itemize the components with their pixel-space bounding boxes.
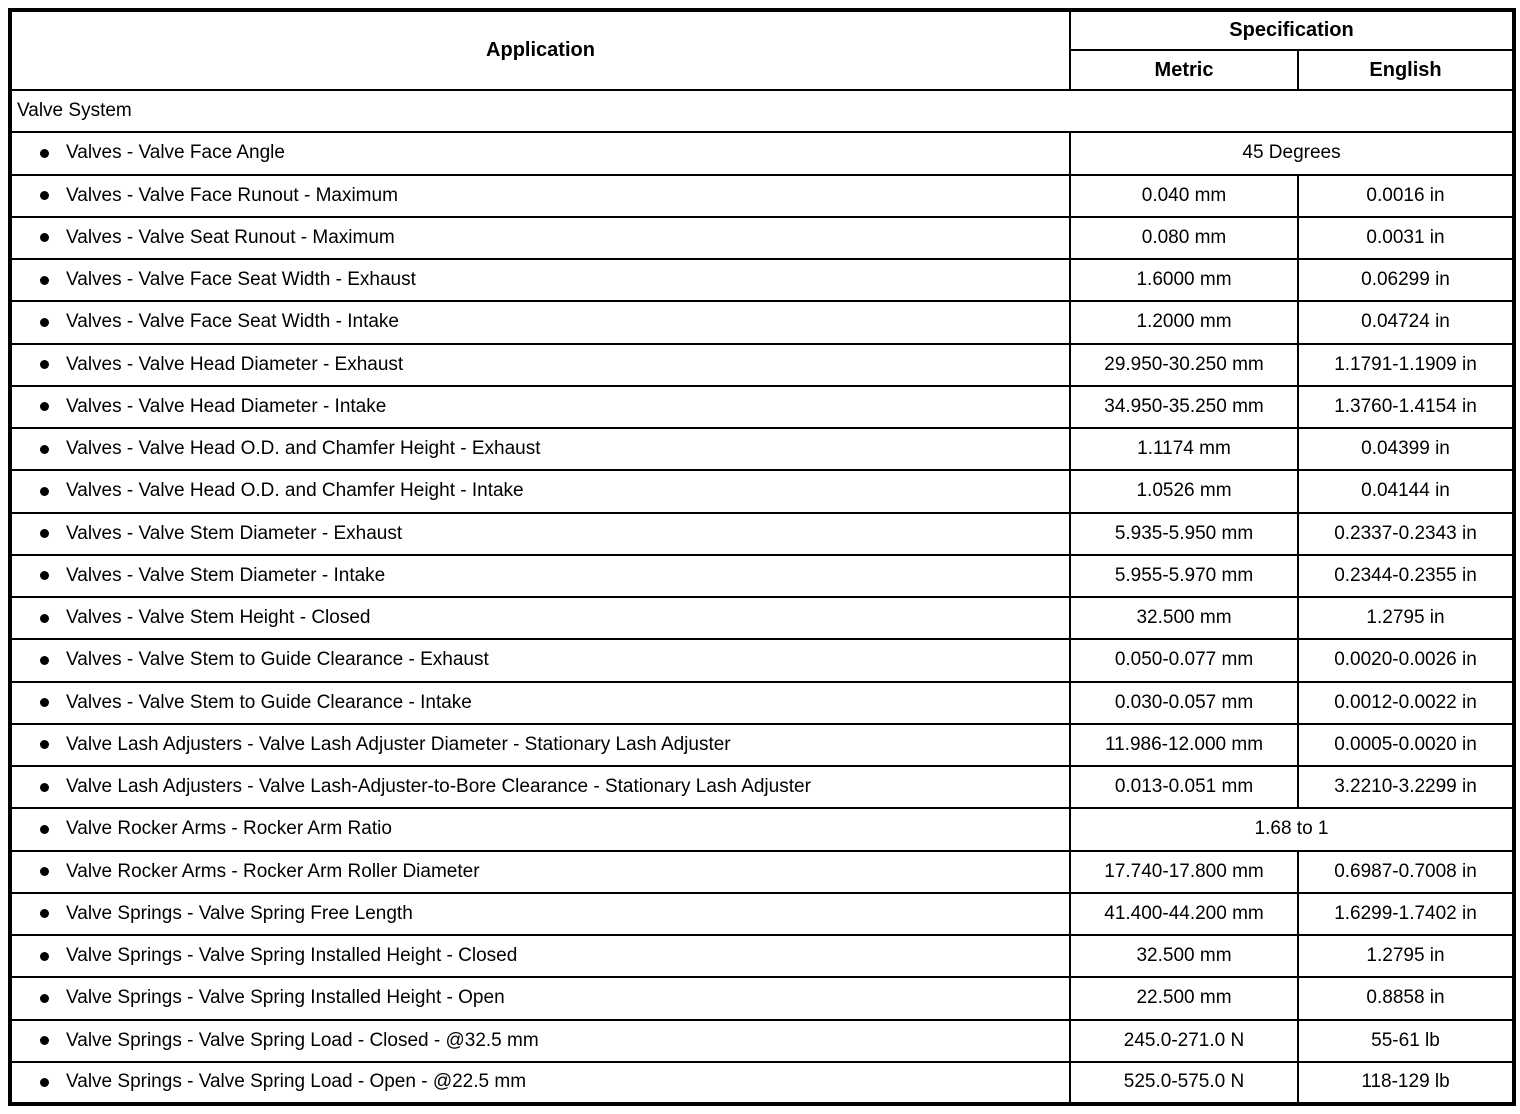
application-cell — [10, 301, 1070, 343]
table-row — [10, 470, 1514, 512]
application-cell-content — [12, 776, 1069, 798]
application-label: Valves - Valve Head O.D. and Chamfer Height - Exhaust — [66, 438, 541, 460]
table-row — [10, 935, 1514, 977]
metric-value: 5.955-5.970 mm — [1070, 555, 1298, 597]
application-label: Valve Rocker Arms - Rocker Arm Ratio — [66, 818, 392, 840]
application-cell-content — [12, 523, 1069, 545]
table-row — [10, 1020, 1514, 1062]
english-value: 1.2795 in — [1298, 935, 1514, 977]
application-label: Valves - Valve Stem Height - Closed — [66, 607, 371, 629]
application-cell — [10, 597, 1070, 639]
table-row — [10, 513, 1514, 555]
english-value: 0.0020-0.0026 in — [1298, 639, 1514, 681]
table-row — [10, 766, 1514, 808]
metric-value: 11.986-12.000 mm — [1070, 724, 1298, 766]
application-cell-content — [12, 565, 1069, 587]
application-cell — [10, 132, 1070, 174]
table-row — [10, 217, 1514, 259]
application-cell-content — [12, 987, 1069, 1009]
metric-column-header: Metric — [1070, 50, 1298, 90]
bullet-icon — [40, 867, 49, 876]
application-label: Valves - Valve Head Diameter - Exhaust — [66, 353, 404, 375]
application-cell — [10, 1062, 1070, 1104]
application-label: Valve Springs - Valve Spring Installed Height - Open — [66, 987, 505, 1009]
application-cell — [10, 682, 1070, 724]
application-cell-content — [12, 185, 1069, 207]
table-row — [10, 428, 1514, 470]
metric-value: 245.0-271.0 N — [1070, 1020, 1298, 1062]
bullet-icon — [40, 571, 49, 580]
metric-value: 34.950-35.250 mm — [1070, 386, 1298, 428]
english-value: 0.04724 in — [1298, 301, 1514, 343]
section-title: Valve System — [10, 90, 1514, 132]
application-cell — [10, 893, 1070, 935]
application-cell — [10, 555, 1070, 597]
bullet-icon — [40, 614, 49, 623]
application-cell-content — [12, 607, 1069, 629]
application-label: Valves - Valve Face Angle — [66, 142, 285, 164]
application-cell — [10, 766, 1070, 808]
application-label: Valve Lash Adjusters - Valve Lash Adjuster Diameter - Stationary Lash Adjuster — [66, 733, 731, 755]
bullet-icon — [40, 783, 49, 792]
bullet-icon — [40, 909, 49, 918]
english-value: 3.2210-3.2299 in — [1298, 766, 1514, 808]
spec-table-body — [10, 90, 1514, 1104]
english-value: 1.6299-1.7402 in — [1298, 893, 1514, 935]
section-row — [10, 90, 1514, 132]
application-cell — [10, 639, 1070, 681]
english-value: 0.06299 in — [1298, 259, 1514, 301]
application-cell-content — [12, 354, 1069, 376]
metric-value: 5.935-5.950 mm — [1070, 513, 1298, 555]
metric-value: 0.040 mm — [1070, 175, 1298, 217]
table-row — [10, 132, 1514, 174]
application-cell — [10, 977, 1070, 1019]
application-cell-content — [12, 945, 1069, 967]
metric-value: 0.013-0.051 mm — [1070, 766, 1298, 808]
table-row — [10, 344, 1514, 386]
english-value: 0.04144 in — [1298, 470, 1514, 512]
table-row — [10, 386, 1514, 428]
application-cell — [10, 1020, 1070, 1062]
application-label: Valves - Valve Stem Diameter - Exhaust — [66, 522, 403, 544]
metric-value: 1.2000 mm — [1070, 301, 1298, 343]
application-cell-content — [12, 861, 1069, 883]
table-row — [10, 893, 1514, 935]
english-value: 55-61 lb — [1298, 1020, 1514, 1062]
application-cell-content — [12, 396, 1069, 418]
table-row — [10, 301, 1514, 343]
application-label: Valve Springs - Valve Spring Load - Open - @22.5 mm — [66, 1071, 527, 1093]
application-cell — [10, 470, 1070, 512]
metric-value: 0.080 mm — [1070, 217, 1298, 259]
metric-value: 0.050-0.077 mm — [1070, 639, 1298, 681]
bullet-icon — [40, 191, 49, 200]
english-value: 1.3760-1.4154 in — [1298, 386, 1514, 428]
application-label: Valves - Valve Face Seat Width - Exhaust — [66, 269, 416, 291]
metric-value: 32.500 mm — [1070, 935, 1298, 977]
application-label: Valve Springs - Valve Spring Installed Height - Closed — [66, 945, 518, 967]
application-label: Valves - Valve Stem Diameter - Intake — [66, 564, 386, 586]
application-label: Valves - Valve Head Diameter - Intake — [66, 395, 387, 417]
metric-value: 1.6000 mm — [1070, 259, 1298, 301]
table-row — [10, 175, 1514, 217]
english-value: 1.1791-1.1909 in — [1298, 344, 1514, 386]
metric-value: 0.030-0.057 mm — [1070, 682, 1298, 724]
application-cell-content — [12, 269, 1069, 291]
application-label: Valves - Valve Face Runout - Maximum — [66, 184, 398, 206]
application-cell-content — [12, 649, 1069, 671]
english-value: 0.2337-0.2343 in — [1298, 513, 1514, 555]
application-label: Valve Lash Adjusters - Valve Lash-Adjuster-to-Bore Clearance - Stationary Lash Adjuster — [66, 776, 811, 798]
bullet-icon — [40, 276, 49, 285]
bullet-icon — [40, 994, 49, 1003]
application-cell-content — [12, 734, 1069, 756]
specification-column-header: Specification — [1070, 10, 1514, 50]
table-row — [10, 555, 1514, 597]
bullet-icon — [40, 402, 49, 411]
metric-value: 29.950-30.250 mm — [1070, 344, 1298, 386]
application-cell — [10, 724, 1070, 766]
application-cell-content — [12, 142, 1069, 164]
bullet-icon — [40, 233, 49, 242]
english-value: 0.8858 in — [1298, 977, 1514, 1019]
application-column-header: Application — [10, 10, 1070, 90]
bullet-icon — [40, 487, 49, 496]
bullet-icon — [40, 318, 49, 327]
english-value: 0.0005-0.0020 in — [1298, 724, 1514, 766]
specification-value-spanning: 1.68 to 1 — [1070, 808, 1514, 850]
table-row — [10, 724, 1514, 766]
application-cell — [10, 259, 1070, 301]
application-cell — [10, 851, 1070, 893]
bullet-icon — [40, 952, 49, 961]
bullet-icon — [40, 656, 49, 665]
application-label: Valve Springs - Valve Spring Free Length — [66, 902, 413, 924]
application-cell-content — [12, 903, 1069, 925]
english-value: 0.0016 in — [1298, 175, 1514, 217]
metric-value: 41.400-44.200 mm — [1070, 893, 1298, 935]
application-cell-content — [12, 480, 1069, 502]
table-header — [10, 10, 1514, 90]
application-cell-content — [12, 227, 1069, 249]
english-column-header: English — [1298, 50, 1514, 90]
application-label: Valve Rocker Arms - Rocker Arm Roller Diameter — [66, 860, 480, 882]
application-cell — [10, 935, 1070, 977]
application-label: Valves - Valve Head O.D. and Chamfer Height - Intake — [66, 480, 524, 502]
table-row — [10, 682, 1514, 724]
application-cell — [10, 428, 1070, 470]
bullet-icon — [40, 149, 49, 158]
bullet-icon — [40, 360, 49, 369]
metric-value: 1.1174 mm — [1070, 428, 1298, 470]
application-cell-content — [12, 1030, 1069, 1052]
application-cell — [10, 386, 1070, 428]
table-row — [10, 639, 1514, 681]
bullet-icon — [40, 698, 49, 707]
application-label: Valves - Valve Stem to Guide Clearance - Intake — [66, 691, 472, 713]
application-cell-content — [12, 818, 1069, 840]
bullet-icon — [40, 1036, 49, 1045]
application-cell-content — [12, 311, 1069, 333]
english-value: 118-129 lb — [1298, 1062, 1514, 1104]
bullet-icon — [40, 825, 49, 834]
metric-value: 32.500 mm — [1070, 597, 1298, 639]
table-row — [10, 851, 1514, 893]
application-cell — [10, 175, 1070, 217]
application-label: Valves - Valve Face Seat Width - Intake — [66, 311, 399, 333]
specification-value-spanning: 45 Degrees — [1070, 132, 1514, 174]
table-row — [10, 597, 1514, 639]
table-row — [10, 259, 1514, 301]
table-row — [10, 977, 1514, 1019]
application-label: Valve Springs - Valve Spring Load - Closed - @32.5 mm — [66, 1029, 539, 1051]
table-row — [10, 1062, 1514, 1104]
application-cell — [10, 217, 1070, 259]
application-cell — [10, 513, 1070, 555]
header-row-top — [10, 10, 1514, 50]
metric-value: 22.500 mm — [1070, 977, 1298, 1019]
application-cell-content — [12, 1071, 1069, 1093]
english-value: 0.0012-0.0022 in — [1298, 682, 1514, 724]
english-value: 1.2795 in — [1298, 597, 1514, 639]
application-cell-content — [12, 692, 1069, 714]
valve-specifications-table — [8, 8, 1516, 1106]
bullet-icon — [40, 445, 49, 454]
bullet-icon — [40, 1078, 49, 1087]
english-value: 0.6987-0.7008 in — [1298, 851, 1514, 893]
metric-value: 17.740-17.800 mm — [1070, 851, 1298, 893]
application-label: Valves - Valve Seat Runout - Maximum — [66, 226, 395, 248]
bullet-icon — [40, 529, 49, 538]
metric-value: 1.0526 mm — [1070, 470, 1298, 512]
application-cell — [10, 808, 1070, 850]
application-cell-content — [12, 438, 1069, 460]
english-value: 0.0031 in — [1298, 217, 1514, 259]
application-label: Valves - Valve Stem to Guide Clearance - Exhaust — [66, 649, 489, 671]
english-value: 0.2344-0.2355 in — [1298, 555, 1514, 597]
application-cell — [10, 344, 1070, 386]
bullet-icon — [40, 740, 49, 749]
table-row — [10, 808, 1514, 850]
english-value: 0.04399 in — [1298, 428, 1514, 470]
metric-value: 525.0-575.0 N — [1070, 1062, 1298, 1104]
